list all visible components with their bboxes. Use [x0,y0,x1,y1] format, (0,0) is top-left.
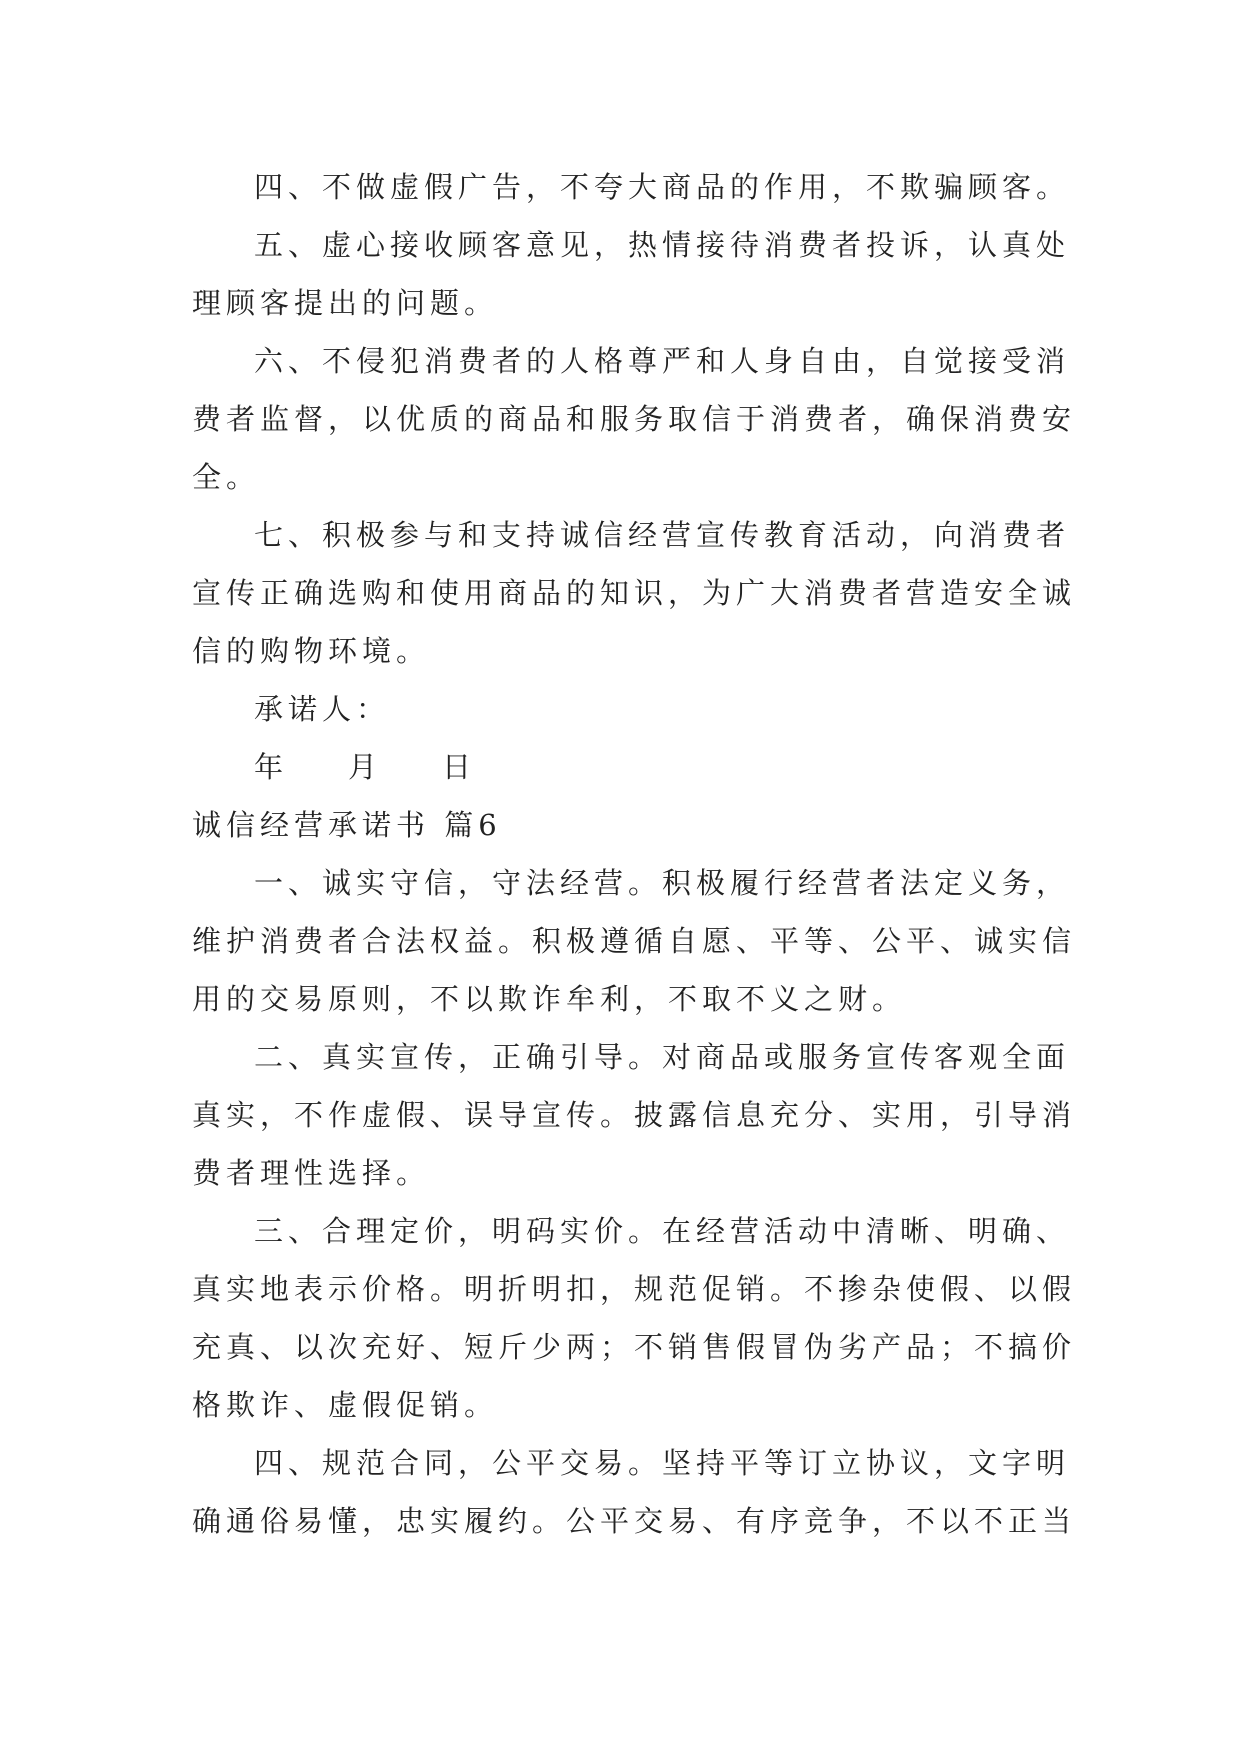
text-line: 全。 [192,460,261,494]
date-year: 年 [254,750,289,784]
document-body [192,158,1077,1550]
text-line: 七、积极参与和支持诚信经营宣传教育活动，向消费者 [254,518,1071,552]
text-line: 信的购物环境。 [192,634,431,668]
text-line: 四、规范合同，公平交易。坚持平等订立协议，文字明 [254,1446,1071,1480]
signer-block [192,680,1054,738]
date-block [192,738,1054,796]
paragraph-item-1 [192,854,1077,1028]
section-heading-block [192,796,1054,854]
paragraph-item-4b [192,1434,1077,1550]
text-line: 费者理性选择。 [192,1156,431,1190]
paragraph-item-2 [192,1028,1077,1202]
signer-label: 承诺人： [254,692,391,726]
text-line: 用的交易原则，不以欺诈牟利，不取不义之财。 [192,982,907,1016]
text-line: 充真、以次充好、短斤少两；不销售假冒伪劣产品；不搞价 [192,1330,1077,1364]
date-line [192,738,1054,796]
text-line: 格欺诈、虚假促销。 [192,1388,499,1422]
text-line: 三、合理定价，明码实价。在经营活动中清晰、明确、 [254,1214,1071,1248]
text-line: 一、诚实守信，守法经营。积极履行经营者法定义务， [254,866,1071,900]
section-heading: 诚信经营承诺书 篇6 [192,808,502,842]
text-line: 真实地表示价格。明折明扣，规范促销。不掺杂使假、以假 [192,1272,1077,1306]
text-line: 五、虚心接收顾客意见，热情接待消费者投诉，认真处 [254,228,1071,262]
paragraph-item-3 [192,1202,1077,1434]
paragraph-item-4 [192,158,1071,216]
text-line: 四、不做虚假广告，不夸大商品的作用，不欺骗顾客。 [254,170,1071,204]
paragraph-item-7 [192,506,1077,680]
text-line: 理顾客提出的问题。 [192,286,499,320]
text-line: 真实，不作虚假、误导宣传。披露信息充分、实用，引导消 [192,1098,1077,1132]
text-line: 维护消费者合法权益。积极遵循自愿、平等、公平、诚实信 [192,924,1077,958]
text-line: 确通俗易懂，忠实履约。公平交易、有序竞争，不以不正当 [192,1504,1077,1538]
paragraph-item-5 [192,216,1071,332]
text-line: 费者监督，以优质的商品和服务取信于消费者，确保消费安 [192,402,1077,436]
text-line: 宣传正确选购和使用商品的知识，为广大消费者营造安全诚 [192,576,1077,610]
date-month: 月 [348,750,383,784]
text-line: 六、不侵犯消费者的人格尊严和人身自由，自觉接受消 [254,344,1071,378]
date-day: 日 [442,750,477,784]
paragraph-item-6 [192,332,1077,506]
text-line: 二、真实宣传，正确引导。对商品或服务宣传客观全面 [254,1040,1071,1074]
